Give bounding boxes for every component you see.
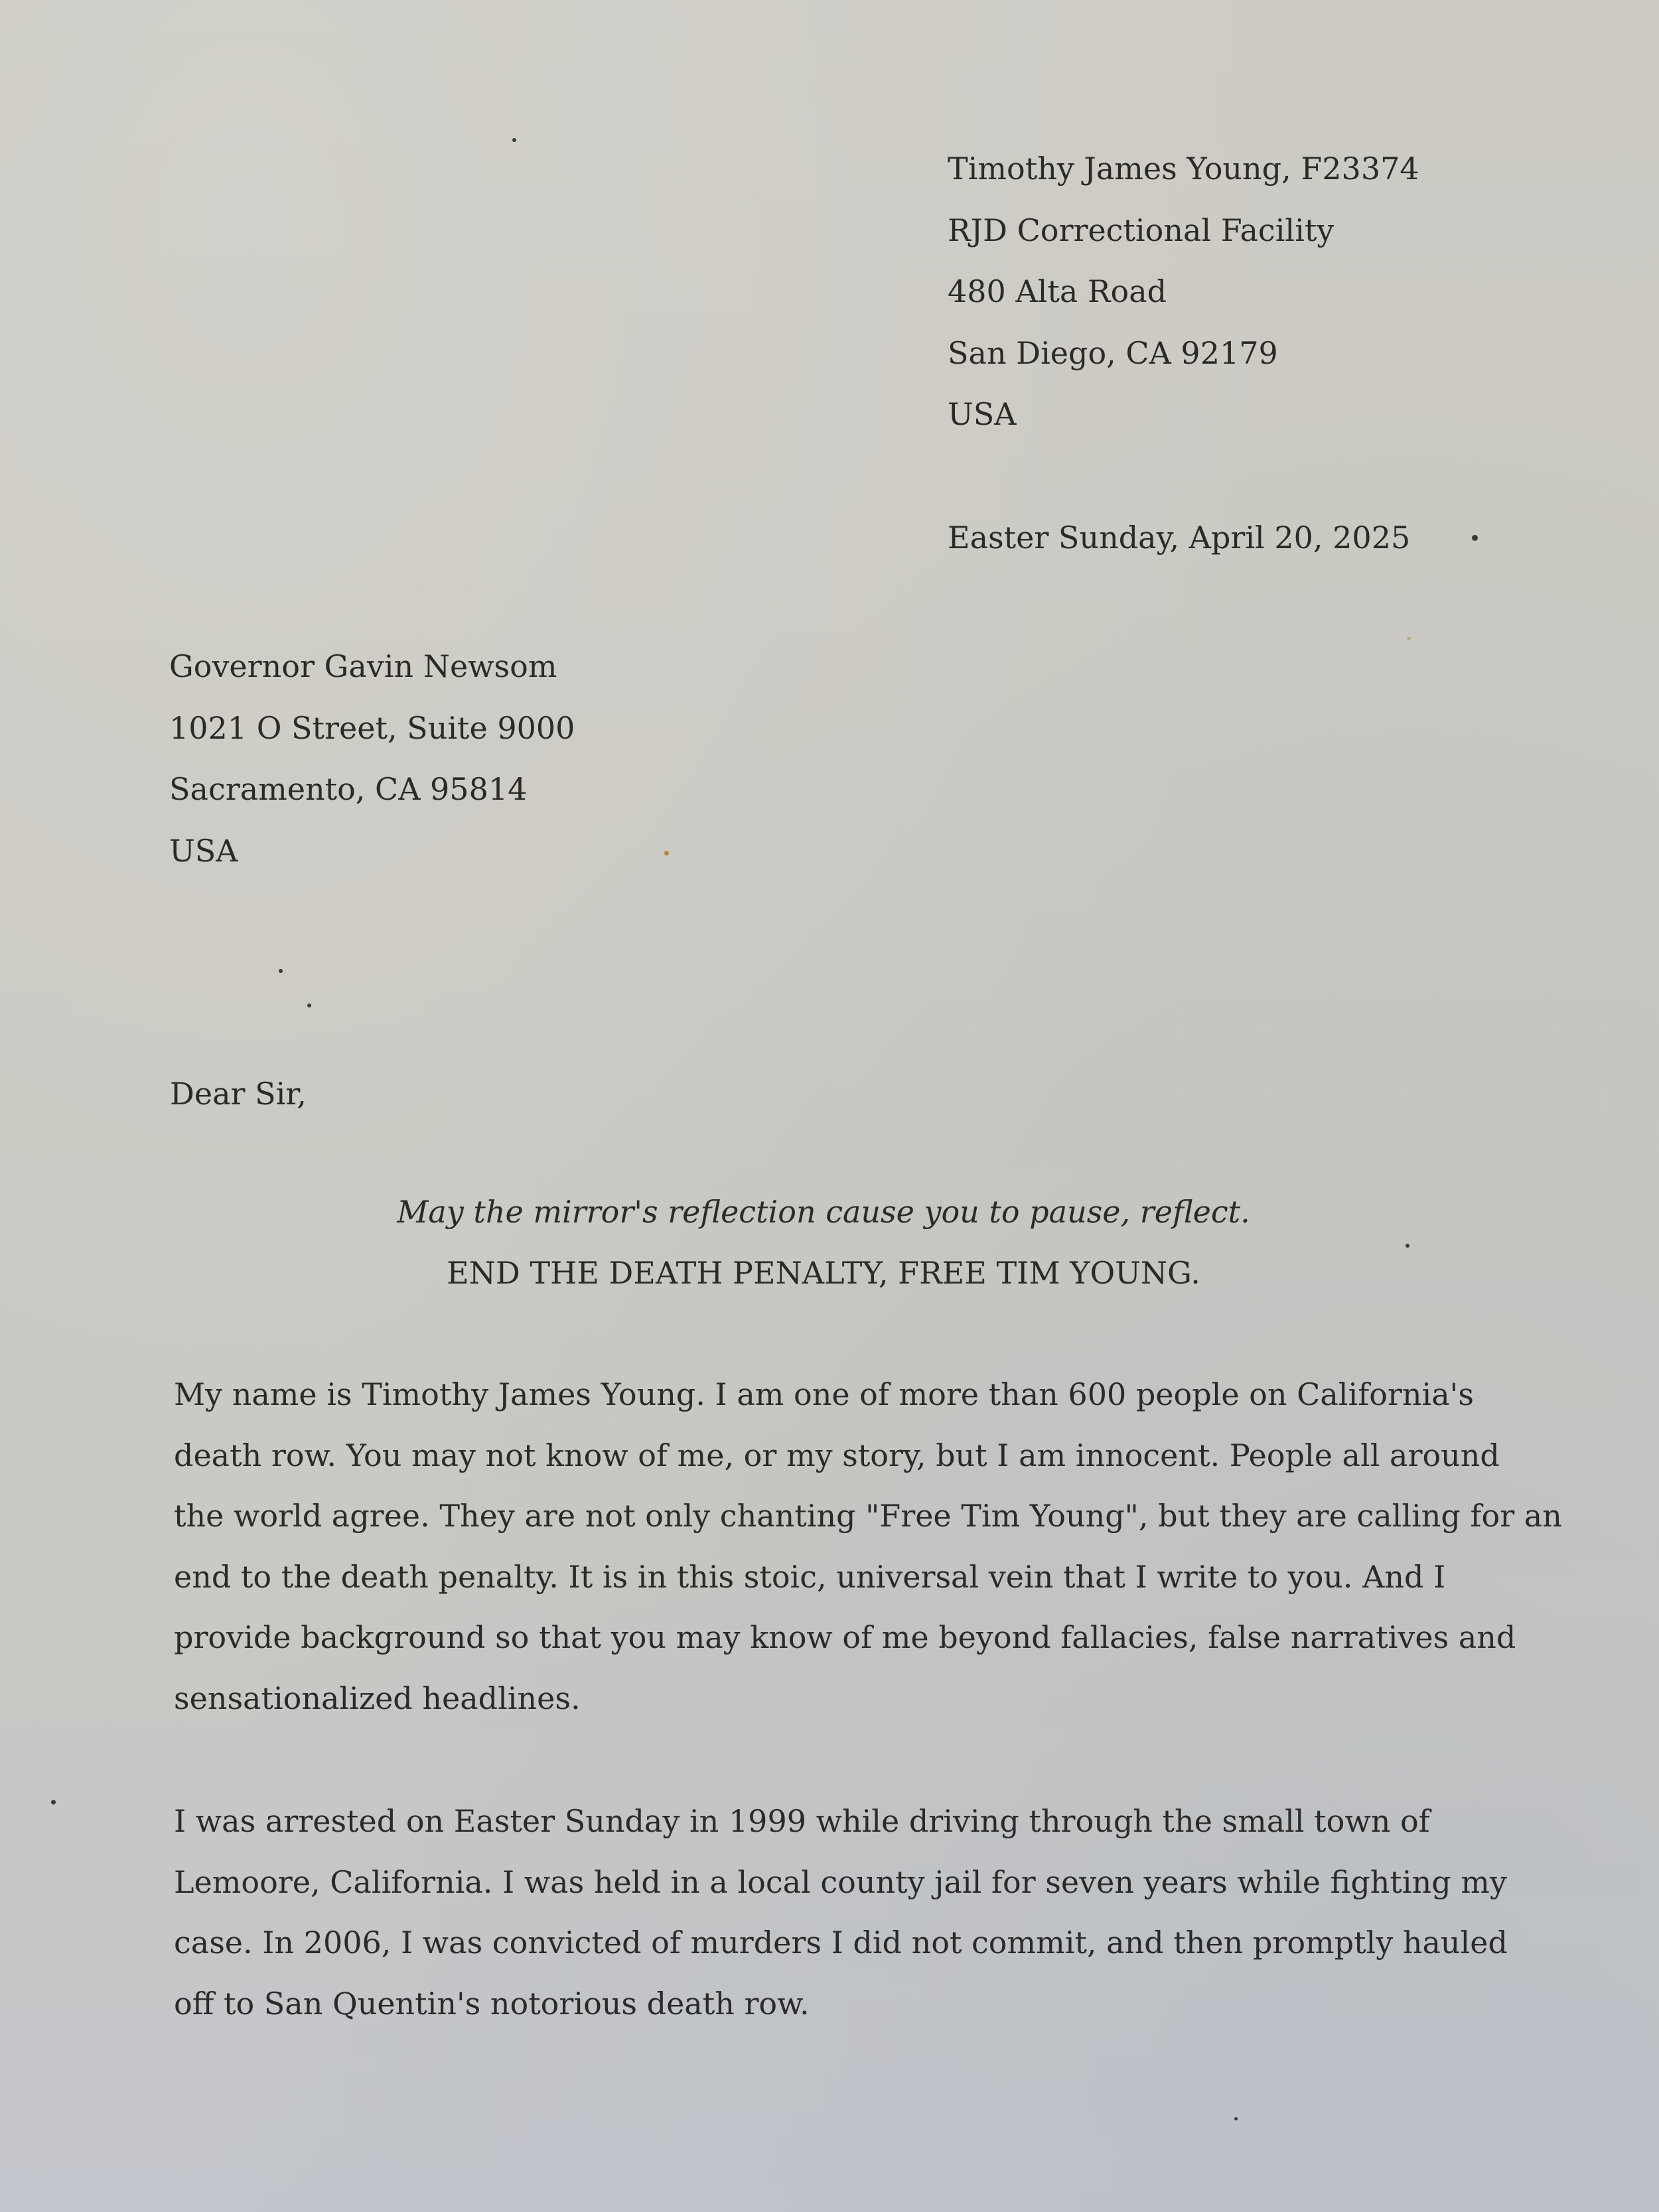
epigraph-line-1: May the mirror's reflection cause you to pause, reflect. xyxy=(397,1194,1250,1230)
sender-name: Timothy James Young, F23374 xyxy=(948,151,1419,186)
paper-speck xyxy=(51,1800,56,1805)
paper-speck xyxy=(1234,2117,1238,2120)
paragraph-line: end to the death penalty. It is in this stoic, universal vein that I write to you. And I xyxy=(174,1558,1446,1595)
paper-speck xyxy=(307,1003,311,1007)
recipient-street: 1021 O Street, Suite 9000 xyxy=(169,709,575,746)
recipient-country: USA xyxy=(169,832,238,869)
paper-speck xyxy=(279,969,283,973)
paragraph-line: sensationalized headlines. xyxy=(174,1680,581,1716)
paper-speck xyxy=(664,851,669,855)
paragraph-line: off to San Quentin's notorious death row. xyxy=(174,1985,810,2022)
body-paragraph-2 xyxy=(174,1791,1508,2034)
recipient-address xyxy=(169,636,575,881)
salutation: Dear Sir, xyxy=(170,1076,307,1112)
letter-date: Easter Sunday, April 20, 2025 xyxy=(948,520,1411,555)
paragraph-line: My name is Timothy James Young. I am one of more than 600 people on California's xyxy=(174,1376,1474,1412)
paper-speck xyxy=(1407,637,1411,640)
sender-country: USA xyxy=(948,396,1017,432)
paragraph-line: I was arrested on Easter Sunday in 1999 while driving through the small town of xyxy=(174,1803,1430,1839)
sender-facility: RJD Correctional Facility xyxy=(948,212,1334,248)
paper-speck xyxy=(1406,1244,1409,1248)
paragraph-line: case. In 2006, I was convicted of murders I did not commit, and then promptly hauled xyxy=(174,1925,1508,1960)
paper-speck xyxy=(1472,535,1478,541)
epigraph xyxy=(0,1181,1659,1303)
epigraph-line-2: END THE DEATH PENALTY, FREE TIM YOUNG. xyxy=(447,1255,1200,1291)
sender-address xyxy=(948,138,1419,445)
paper-speck xyxy=(512,138,516,142)
recipient-city: Sacramento, CA 95814 xyxy=(169,771,528,807)
sender-city: San Diego, CA 92179 xyxy=(948,334,1278,371)
paragraph-line: provide background so that you may know of me beyond fallacies, false narratives and xyxy=(174,1619,1516,1655)
paragraph-line: death row. You may not know of me, or my story, but I am innocent. People all around xyxy=(174,1437,1500,1473)
paragraph-line: Lemoore, California. I was held in a local county jail for seven years while fighting my xyxy=(174,1864,1507,1900)
recipient-name: Governor Gavin Newsom xyxy=(169,648,557,684)
body-paragraph-1 xyxy=(174,1364,1562,1729)
sender-street: 480 Alta Road xyxy=(948,273,1167,309)
paragraph-line: the world agree. They are not only chanting "Free Tim Young", but they are calling for an xyxy=(174,1498,1562,1534)
